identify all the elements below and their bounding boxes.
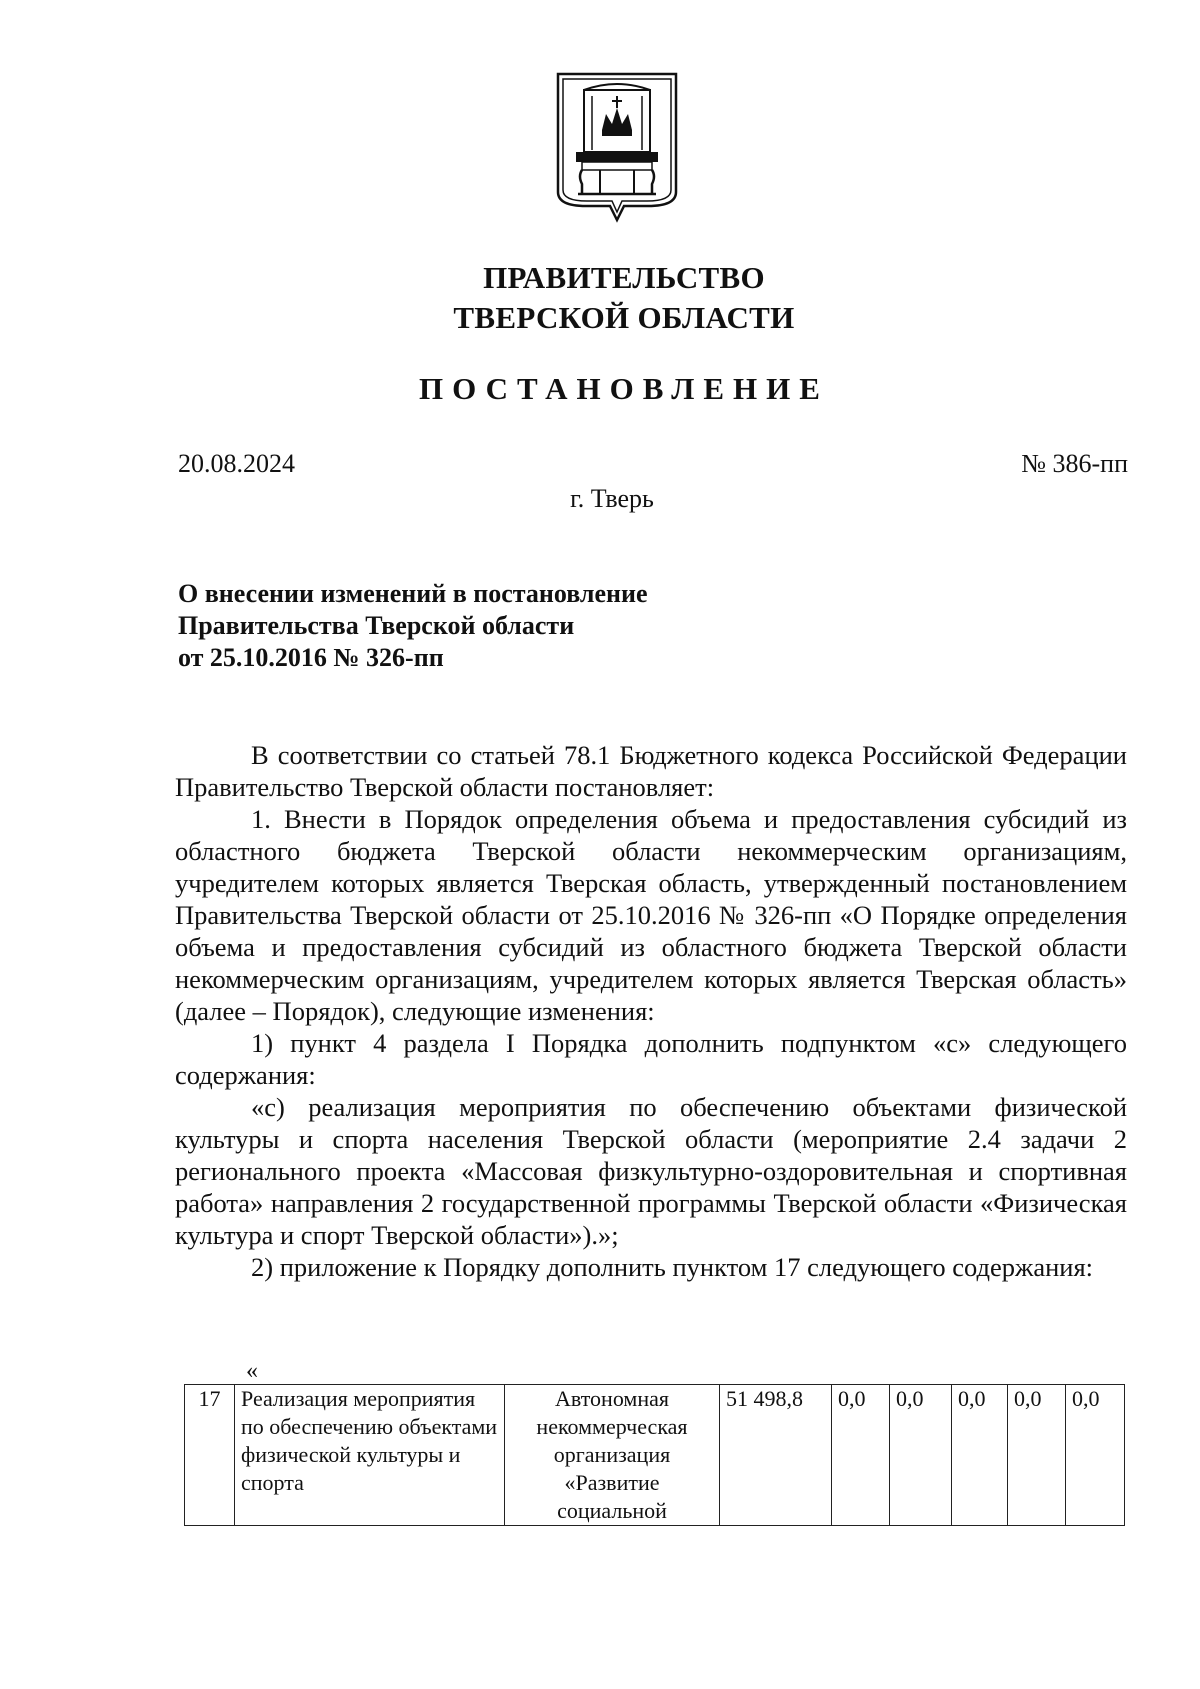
document-body bbox=[175, 739, 1127, 1283]
body-paragraph-preamble: В соответствии со статьей 78.1 Бюджетного кодекса Российской Федерации Правительство Тверской области постановляет: bbox=[175, 740, 1127, 802]
body-paragraph-subpoint-c: «с) реализация мероприятия по обеспечению объектами физической культуры и спорта населения Тверской области (мероприятие 2.4 задачи 2 регионального проекта «Массовая физкультурно-оздоровительная и спортивная работа» направления 2 государственной программы Тверской области «Физическая культура и спорт Тверской области»).»; bbox=[175, 1092, 1127, 1250]
value-cell-4: 0,0 bbox=[1008, 1385, 1066, 1526]
tver-coat-of-arms-icon bbox=[552, 70, 682, 226]
document-type-heading: ПОСТАНОВЛЕНИЕ bbox=[419, 371, 829, 406]
document-subject bbox=[178, 578, 648, 674]
table-open-quote: « bbox=[246, 1358, 258, 1384]
document-city: г. Тверь bbox=[570, 484, 654, 513]
government-title-line2: ТВЕРСКОЙ ОБЛАСТИ bbox=[453, 300, 795, 335]
value-cell-1: 0,0 bbox=[832, 1385, 890, 1526]
annex-table bbox=[184, 1384, 1125, 1526]
activity-cell: Реализация мероприятия по обеспечению объектами физической культуры и спорта bbox=[235, 1385, 505, 1526]
amount-cell: 51 498,8 bbox=[720, 1385, 832, 1526]
subject-line2: Правительства Тверской области bbox=[178, 611, 575, 640]
subject-line3: от 25.10.2016 № 326-пп bbox=[178, 643, 444, 672]
value-cell-3: 0,0 bbox=[952, 1385, 1008, 1526]
body-paragraph-subitem-2: 2) приложение к Порядку дополнить пунктом 17 следующего содержания: bbox=[251, 1252, 1094, 1282]
value-cell-2: 0,0 bbox=[890, 1385, 952, 1526]
document-date: 20.08.2024 bbox=[178, 449, 295, 478]
subject-line1: О внесении изменений в постановление bbox=[178, 579, 648, 608]
body-paragraph-subitem-1: 1) пункт 4 раздела I Порядка дополнить подпунктом «с» следующего содержания: bbox=[175, 1028, 1127, 1090]
row-number-cell: 17 bbox=[185, 1385, 235, 1526]
organization-cell: Автономная некоммерческая организация «Развитие социальной bbox=[505, 1385, 720, 1526]
body-paragraph-item-1: 1. Внести в Порядок определения объема и предоставления субсидий из областного бюджета Тверской области некоммерческим организациям, учредителем которых является Тверская область, утвержденный постановлением Правительства Тверской области от 25.10.2016 № 326-пп «О Порядке определения объема и предоставления субсидий из областного бюджета Тверской области некоммерческим организациям, учредителем которых является Тверская область» (далее – Порядок), следующие изменения: bbox=[175, 804, 1127, 1026]
document-number: № 386-пп bbox=[1021, 449, 1128, 478]
government-title-line1: ПРАВИТЕЛЬСТВО bbox=[483, 260, 765, 295]
table-row bbox=[185, 1385, 1125, 1526]
value-cell-5: 0,0 bbox=[1066, 1385, 1125, 1526]
